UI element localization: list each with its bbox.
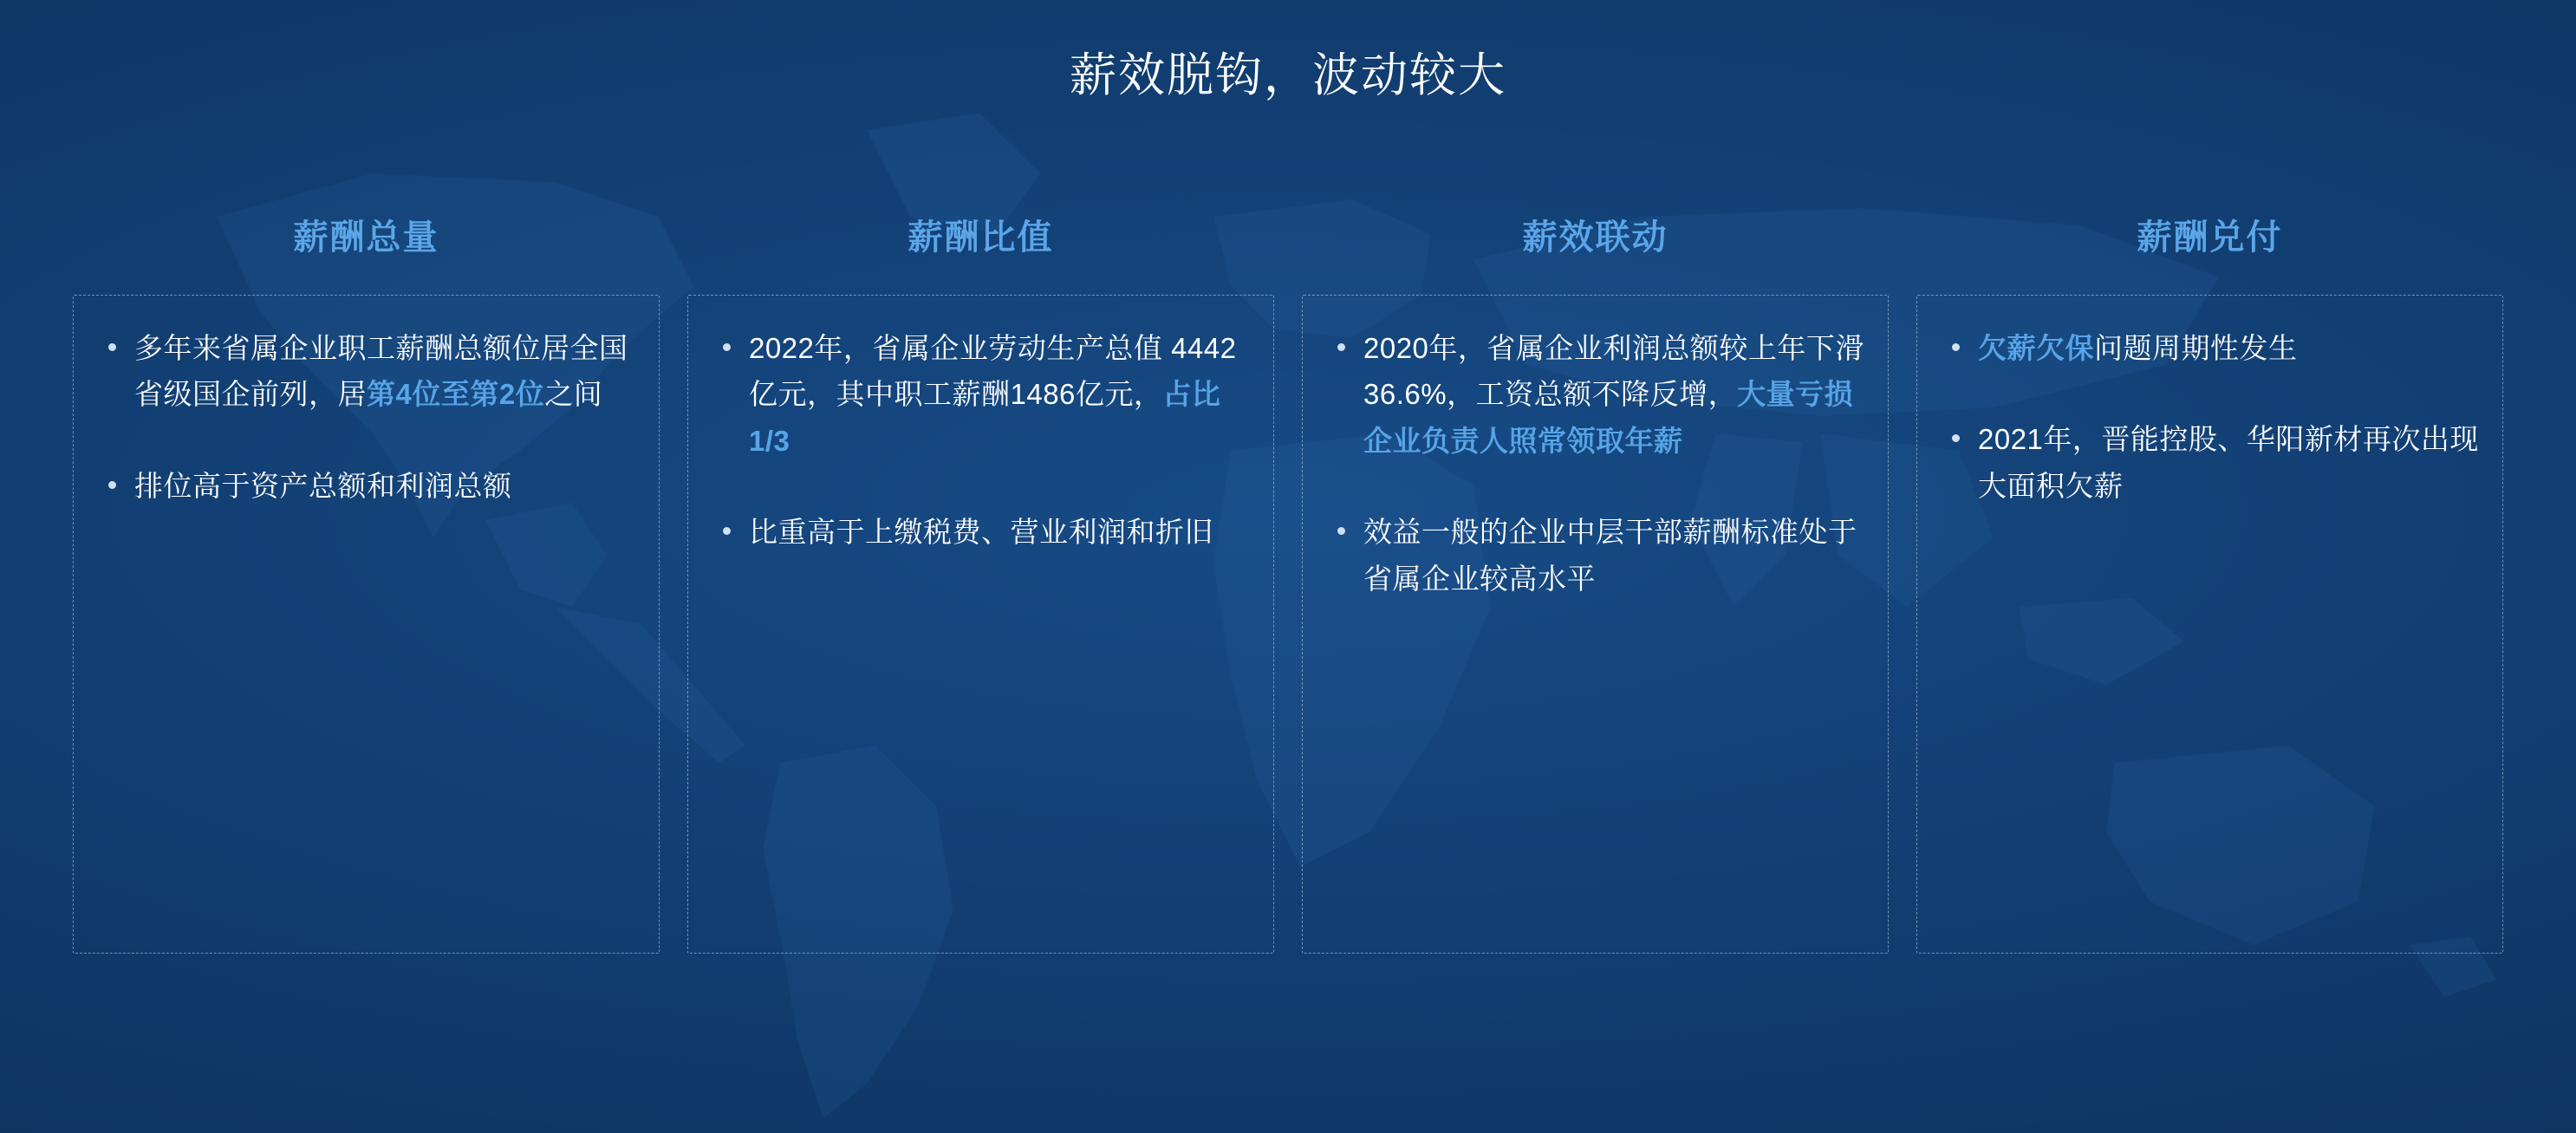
column-4 — [1916, 215, 2503, 954]
bullet-highlight: 第4位至第2位 — [367, 378, 545, 411]
column-body — [687, 295, 1274, 954]
column-body — [1916, 295, 2503, 954]
column-3 — [1302, 215, 1889, 954]
column-heading: 薪酬兑付 — [2137, 218, 2283, 257]
bullet-highlight: 大量亏损企业负责人照常领取年薪 — [1363, 378, 1854, 457]
list-item — [1318, 509, 1865, 602]
list-item — [89, 463, 636, 509]
bullet-list — [1318, 325, 1865, 602]
bullet-highlight: 占比1/3 — [749, 378, 1221, 457]
bullet-text: 排位高于资产总额和利润总额 — [134, 469, 512, 502]
bullet-text: 效益一般的企业中层干部薪酬标准处于省属企业较高水平 — [1363, 516, 1857, 595]
list-item — [1933, 416, 2480, 509]
bullet-list — [1933, 325, 2480, 509]
column-body — [73, 295, 660, 954]
list-item — [704, 509, 1251, 555]
column-heading: 薪酬比值 — [907, 218, 1054, 257]
column-heading: 薪酬总量 — [293, 218, 439, 257]
list-item — [1933, 325, 2480, 371]
bullet-list — [89, 325, 636, 509]
bullet-text: 多年来省属企业职工薪酬总额位居全国省级国企前列，居 — [134, 332, 628, 411]
bullet-list — [704, 325, 1251, 556]
bullet-highlight: 欠薪欠保 — [1978, 332, 2094, 364]
list-item — [89, 325, 636, 418]
column-1 — [73, 215, 660, 954]
bullet-text: 问题周期性发生 — [2094, 332, 2298, 364]
bullet-text: 2021年，晋能控股、华阳新材再次出现大面积欠薪 — [1978, 423, 2479, 502]
bullet-text: 2022年，省属企业劳动生产总值 4442亿元，其中职工薪酬1486亿元， — [749, 332, 1237, 411]
bullet-text: 比重高于上缴税费、营业利润和折旧 — [749, 516, 1213, 549]
column-body — [1302, 295, 1889, 954]
column-heading: 薪效联动 — [1522, 218, 1669, 257]
bullet-text: 2020年，省属企业利润总额较上年下滑 36.6%，工资总额不降反增， — [1363, 332, 1864, 411]
list-item — [704, 325, 1251, 464]
column-2 — [687, 215, 1274, 954]
columns-container — [73, 215, 2503, 954]
list-item — [1318, 325, 1865, 464]
page-title: 薪效脱钩，波动较大 — [1070, 49, 1506, 101]
bullet-text: 之间 — [544, 378, 603, 411]
